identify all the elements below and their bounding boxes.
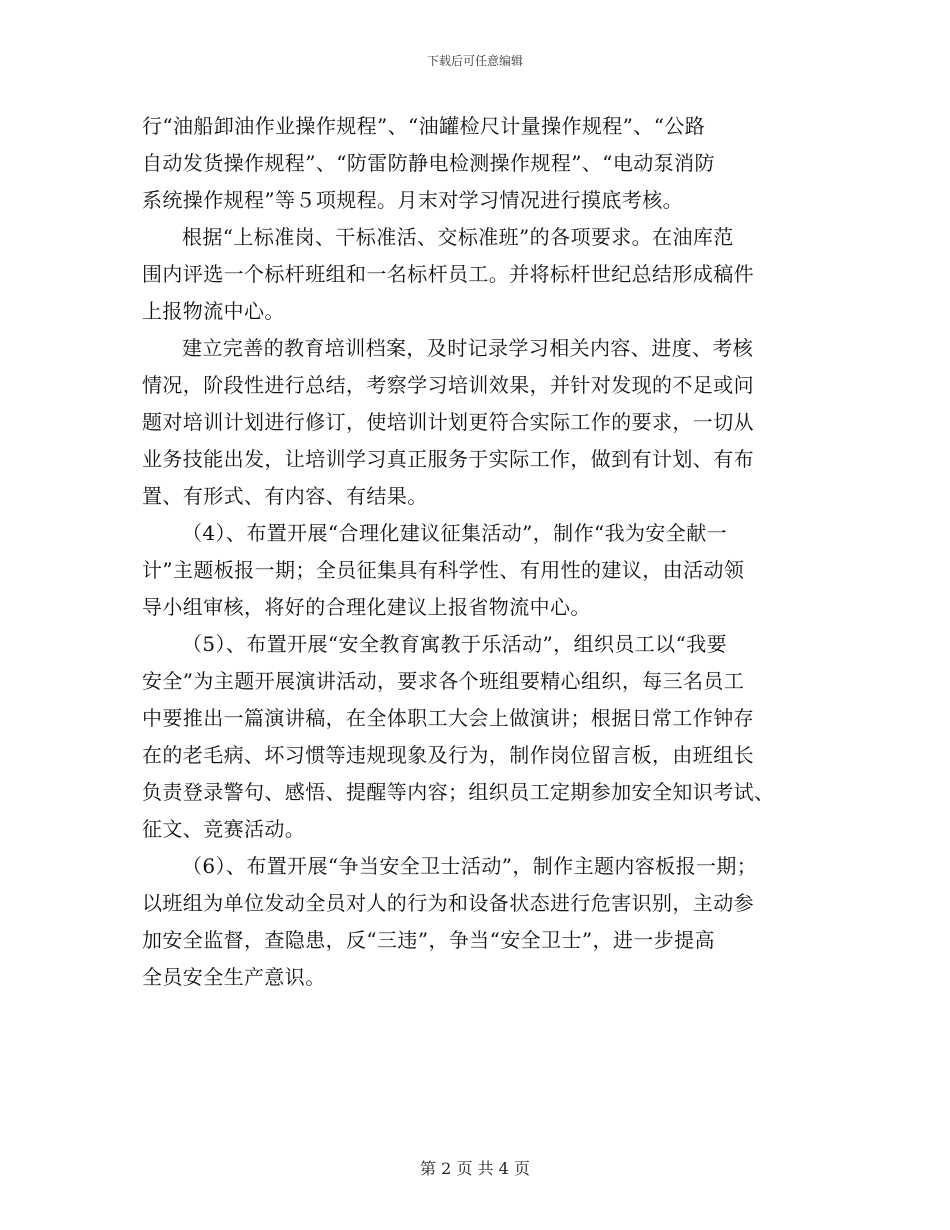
paragraph-4 bbox=[142, 515, 822, 626]
header-note: 下载后可任意编辑 bbox=[426, 54, 523, 68]
paragraph-6 bbox=[142, 848, 822, 996]
footer-total-word: 共 bbox=[477, 1159, 494, 1178]
text-line: 自动发货操作规程”、“防雷防静电检测操作规程”、“电动泵消防 bbox=[142, 151, 715, 175]
text-line: 以班组为单位发动全员对人的行为和设备状态进行危害识别，主动参 bbox=[142, 891, 754, 915]
footer-prefix: 第 bbox=[420, 1159, 437, 1178]
text-line: 系统操作规程”等５项规程。月末对学习情况进行摸底考核。 bbox=[142, 188, 684, 212]
text-line: 全员安全生产意识。 bbox=[142, 965, 326, 989]
footer-total-pages: 4 bbox=[498, 1159, 509, 1178]
text-line: （4）、布置开展“合理化建议征集活动”，制作“我为安全献一 bbox=[182, 521, 727, 545]
text-line: 导小组审核，将好的合理化建议上报省物流中心。 bbox=[142, 595, 591, 619]
text-line: （6）、布置开展“争当安全卫士活动”，制作主题内容板报一期； bbox=[182, 854, 758, 878]
text-line: 根据“上标准岗、干标准活、交标准班”的各项要求。在油库范 bbox=[182, 225, 734, 249]
paragraph-5 bbox=[142, 626, 822, 848]
text-line: 情况，阶段性进行总结，考察学习培训效果，并针对发现的不足或问 bbox=[142, 373, 754, 397]
footer-suffix: 页 bbox=[513, 1159, 530, 1178]
text-line: 置、有形式、有内容、有结果。 bbox=[142, 484, 428, 508]
text-line: 中要推出一篇演讲稿，在全体职工大会上做演讲；根据日常工作钟存 bbox=[142, 706, 754, 730]
text-line: 上报物流中心。 bbox=[142, 299, 285, 323]
text-line: 安全”为主题开展演讲活动，要求各个班组要精心组织，每三名员工 bbox=[142, 669, 745, 693]
text-line: 行“油船卸油作业操作规程”、“油罐检尺计量操作规程”、“公路 bbox=[142, 114, 706, 138]
text-line: 在的老毛病、坏习惯等违规现象及行为，制作岗位留言板，由班组长 bbox=[142, 743, 754, 767]
paragraph-2 bbox=[142, 219, 822, 330]
text-line: 计”主题板报一期；全员征集具有科学性、有用性的建议，由活动领 bbox=[142, 558, 745, 582]
text-line: 建立完善的教育培训档案，及时记录学习相关内容、进度、考核 bbox=[182, 336, 754, 360]
text-line: 题对培训计划进行修订，使培训计划更符合实际工作的要求，一切从 bbox=[142, 410, 754, 434]
text-line: 加安全监督，查隐患，反“三违”，争当“安全卫士”，进一步提高 bbox=[142, 928, 715, 952]
document-body bbox=[142, 108, 822, 996]
paragraph-3 bbox=[142, 330, 822, 515]
text-line: 负责登录警句、感悟、提醒等内容；组织员工定期参加安全知识考试、 bbox=[142, 780, 775, 804]
text-line: 围内评选一个标杆班组和一名标杆员工。并将标杆世纪总结形成稿件 bbox=[142, 262, 754, 286]
page-footer bbox=[0, 1156, 950, 1179]
text-line: （5）、布置开展“安全教育寓教于乐活动”，组织员工以“我要 bbox=[182, 632, 727, 656]
text-line: 业务技能出发，让培训学习真正服务于实际工作，做到有计划、有布 bbox=[142, 447, 754, 471]
footer-page-word: 页 bbox=[456, 1159, 473, 1178]
paragraph-1 bbox=[142, 108, 822, 219]
text-line: 征文、竞赛活动。 bbox=[142, 817, 306, 841]
footer-current-page: 2 bbox=[441, 1159, 452, 1178]
